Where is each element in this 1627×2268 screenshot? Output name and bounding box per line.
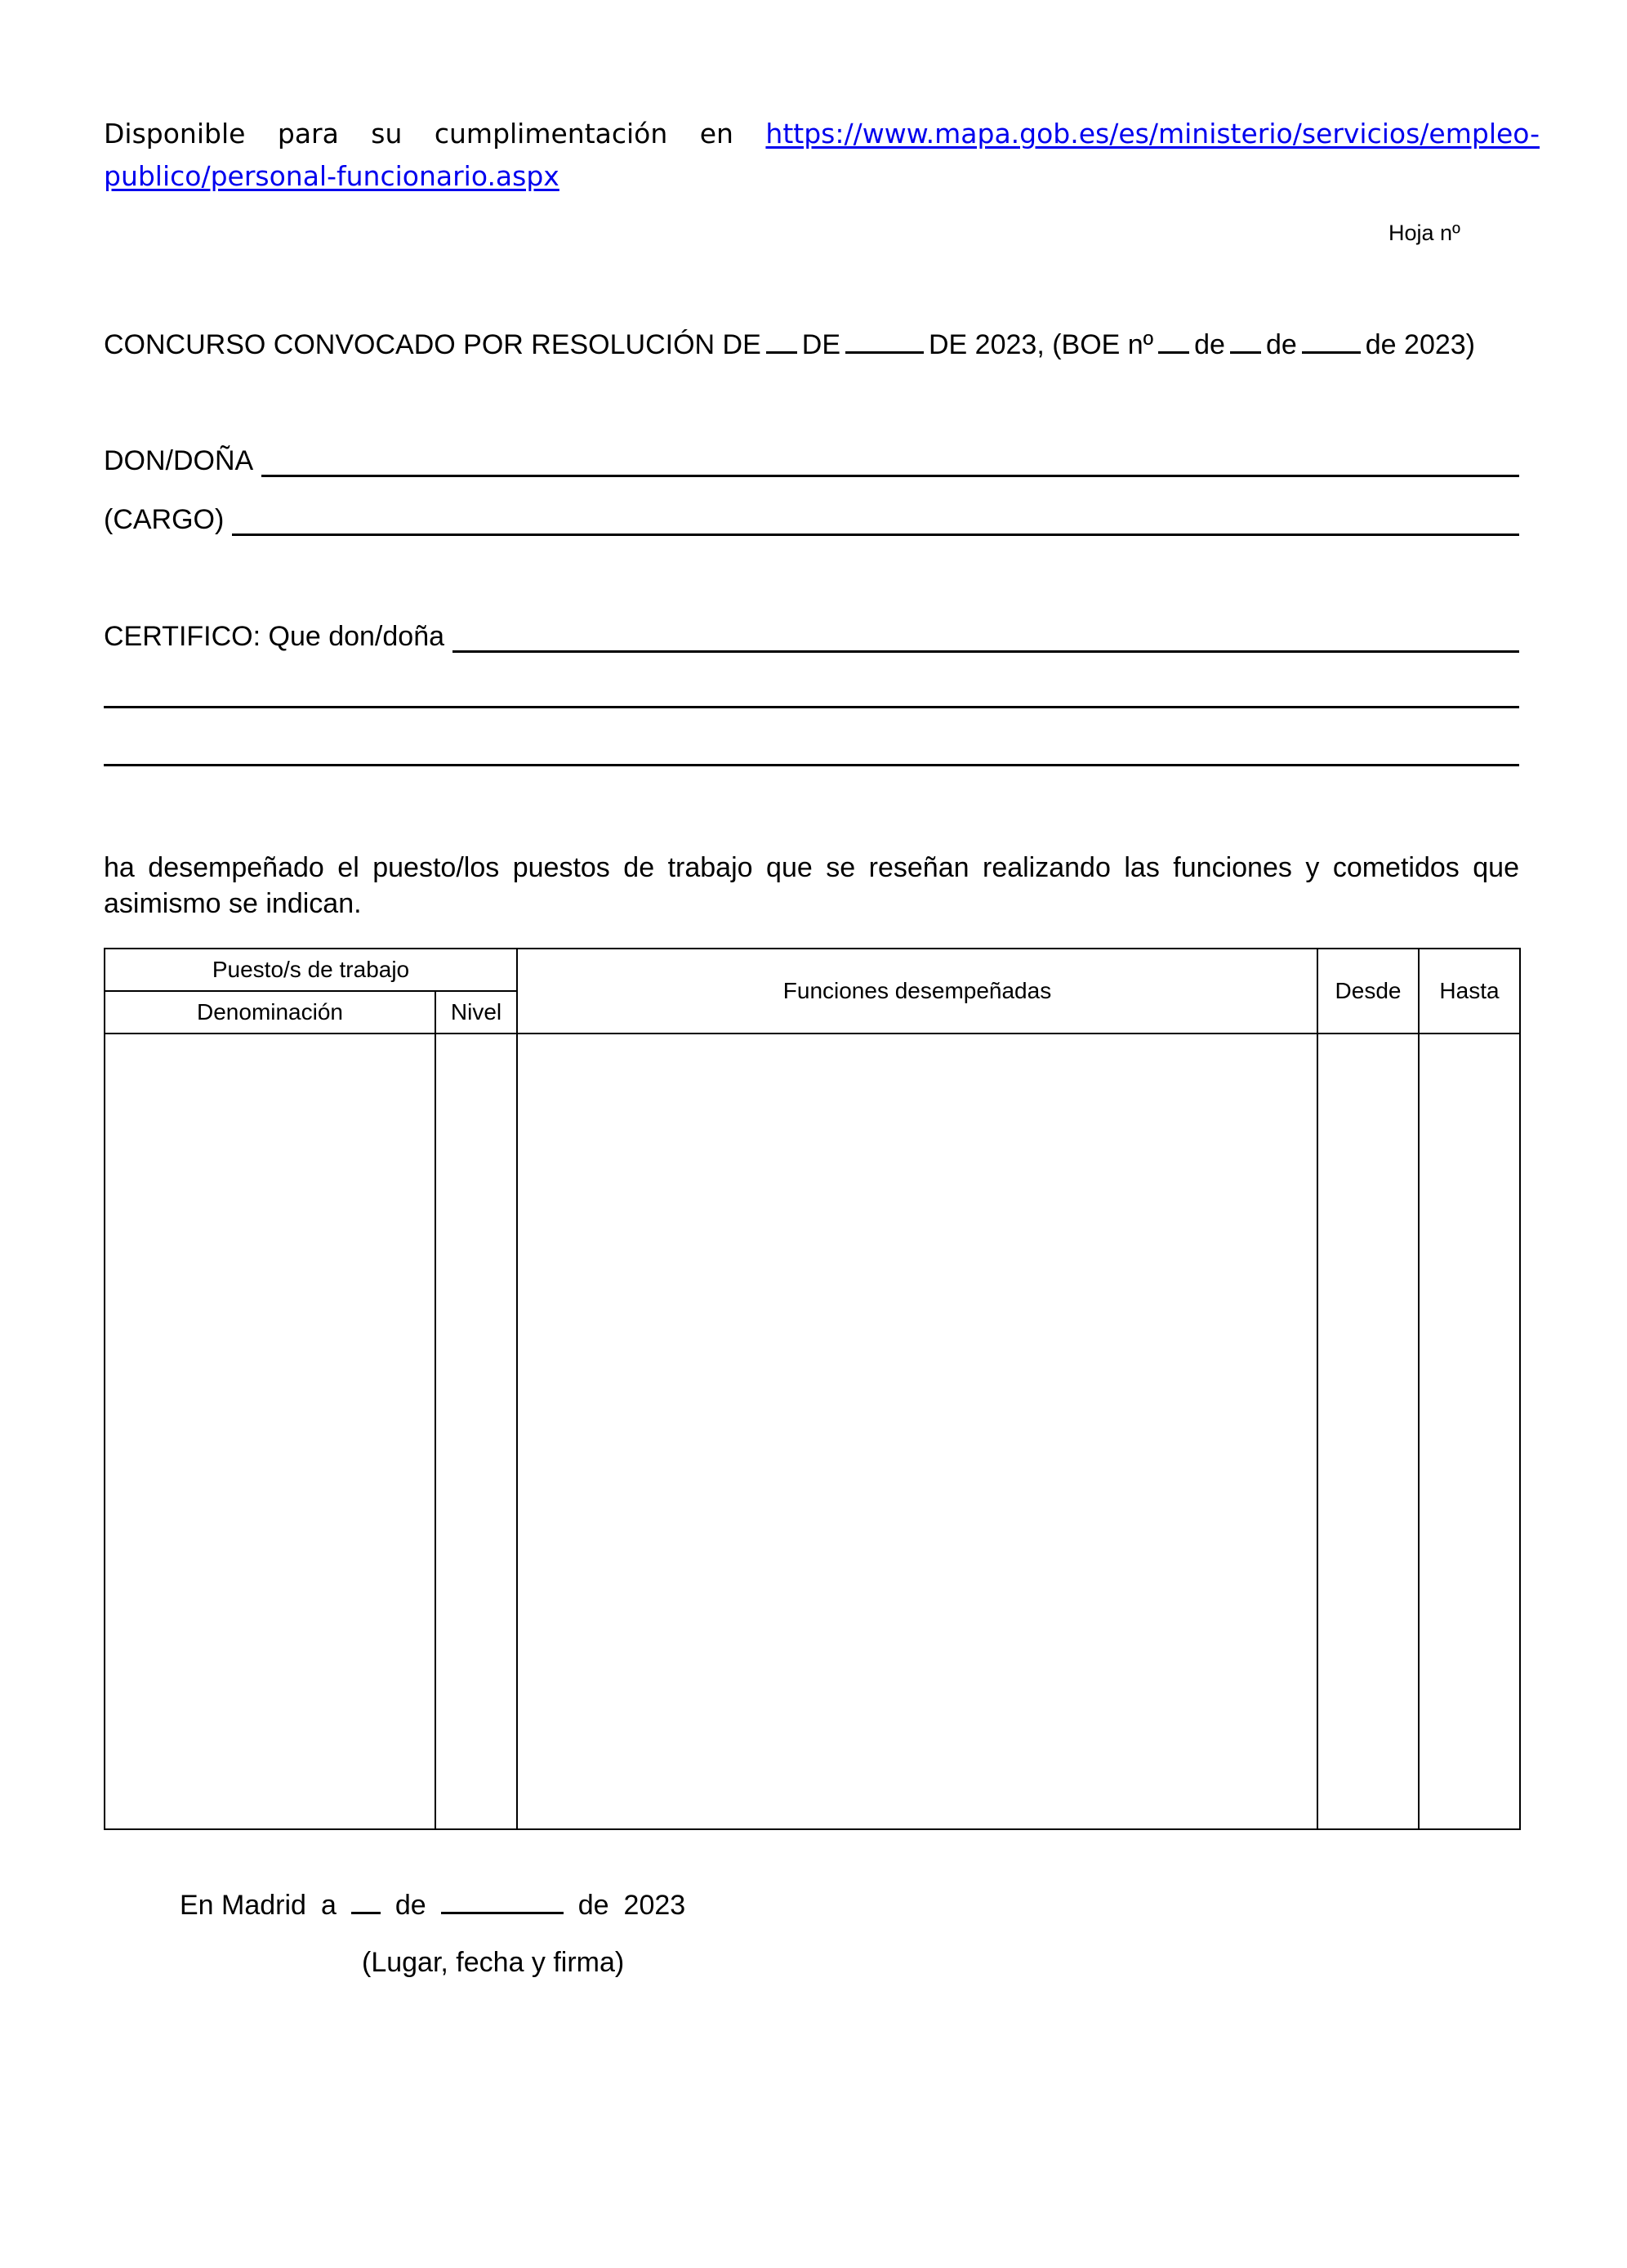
cargo-field[interactable] xyxy=(232,502,1519,536)
form-link-line2[interactable]: publico/personal-funcionario.aspx xyxy=(104,160,559,192)
place-text: En Madrid xyxy=(180,1890,306,1921)
date-month-blank[interactable] xyxy=(441,1887,564,1914)
intro-word: para xyxy=(277,118,339,150)
certifico-continuation-line-1[interactable] xyxy=(104,706,1519,708)
cell-nivel[interactable] xyxy=(435,1034,517,1829)
concurso-text: de xyxy=(1194,329,1225,360)
don-dona-field[interactable] xyxy=(261,444,1519,477)
concurso-line xyxy=(104,327,1517,361)
cell-denominacion[interactable] xyxy=(105,1034,435,1829)
positions-table xyxy=(104,948,1521,1830)
date-day-blank[interactable] xyxy=(351,1887,381,1914)
form-link-line1[interactable]: https://www.mapa.gob.es/es/ministerio/servicios/empleo- xyxy=(765,118,1540,150)
day-blank[interactable] xyxy=(766,327,797,354)
certifico-label: CERTIFICO: Que don/doña xyxy=(104,621,445,652)
intro-word: su xyxy=(371,118,403,150)
header-desde: Desde xyxy=(1317,949,1419,1034)
intro-word: en xyxy=(699,118,733,150)
sheet-number-label: Hoja nº xyxy=(1389,221,1460,245)
cargo-label: (CARGO) xyxy=(104,504,225,535)
date-year: 2023 xyxy=(623,1890,686,1921)
month-blank[interactable] xyxy=(845,327,924,354)
intro-paragraph xyxy=(104,113,1540,198)
body-paragraph: ha desempeñado el puesto/los puestos de trabajo que se reseñan realizando las funciones y cometidos que asimismo se indican. xyxy=(104,852,1519,919)
certifico-continuation-line-2[interactable] xyxy=(104,764,1519,766)
certifico-row xyxy=(104,617,1519,653)
intro-word: cumplimentación xyxy=(434,118,668,150)
concurso-text: DE xyxy=(801,329,840,360)
certifico-field[interactable] xyxy=(452,619,1519,653)
header-funciones: Funciones desempeñadas xyxy=(517,949,1317,1034)
signature-caption: (Lugar, fecha y firma) xyxy=(362,1947,625,1978)
cell-hasta[interactable] xyxy=(1419,1034,1520,1829)
cargo-row xyxy=(104,500,1519,536)
concurso-text: DE 2023, (BOE nº xyxy=(929,329,1154,360)
header-nivel: Nivel xyxy=(435,991,517,1034)
date-line xyxy=(180,1887,700,1922)
header-hasta: Hasta xyxy=(1419,949,1520,1034)
don-dona-row xyxy=(104,441,1519,477)
boe-day-blank[interactable] xyxy=(1230,327,1261,354)
concurso-text: de 2023) xyxy=(1365,329,1475,360)
date-text: de xyxy=(577,1890,609,1921)
group-header-puestos: Puesto/s de trabajo xyxy=(105,949,517,991)
concurso-text: de xyxy=(1265,329,1297,360)
boe-number-blank[interactable] xyxy=(1158,327,1189,354)
header-denominacion: Denominación xyxy=(105,991,435,1034)
concurso-text: CONCURSO CONVOCADO POR RESOLUCIÓN DE xyxy=(104,329,761,360)
date-text: a xyxy=(320,1890,337,1921)
cell-funciones[interactable] xyxy=(517,1034,1317,1829)
cell-desde[interactable] xyxy=(1317,1034,1419,1829)
intro-word: Disponible xyxy=(104,118,246,150)
don-dona-label: DON/DOÑA xyxy=(104,445,254,476)
date-text: de xyxy=(394,1890,426,1921)
boe-month-blank[interactable] xyxy=(1302,327,1361,354)
